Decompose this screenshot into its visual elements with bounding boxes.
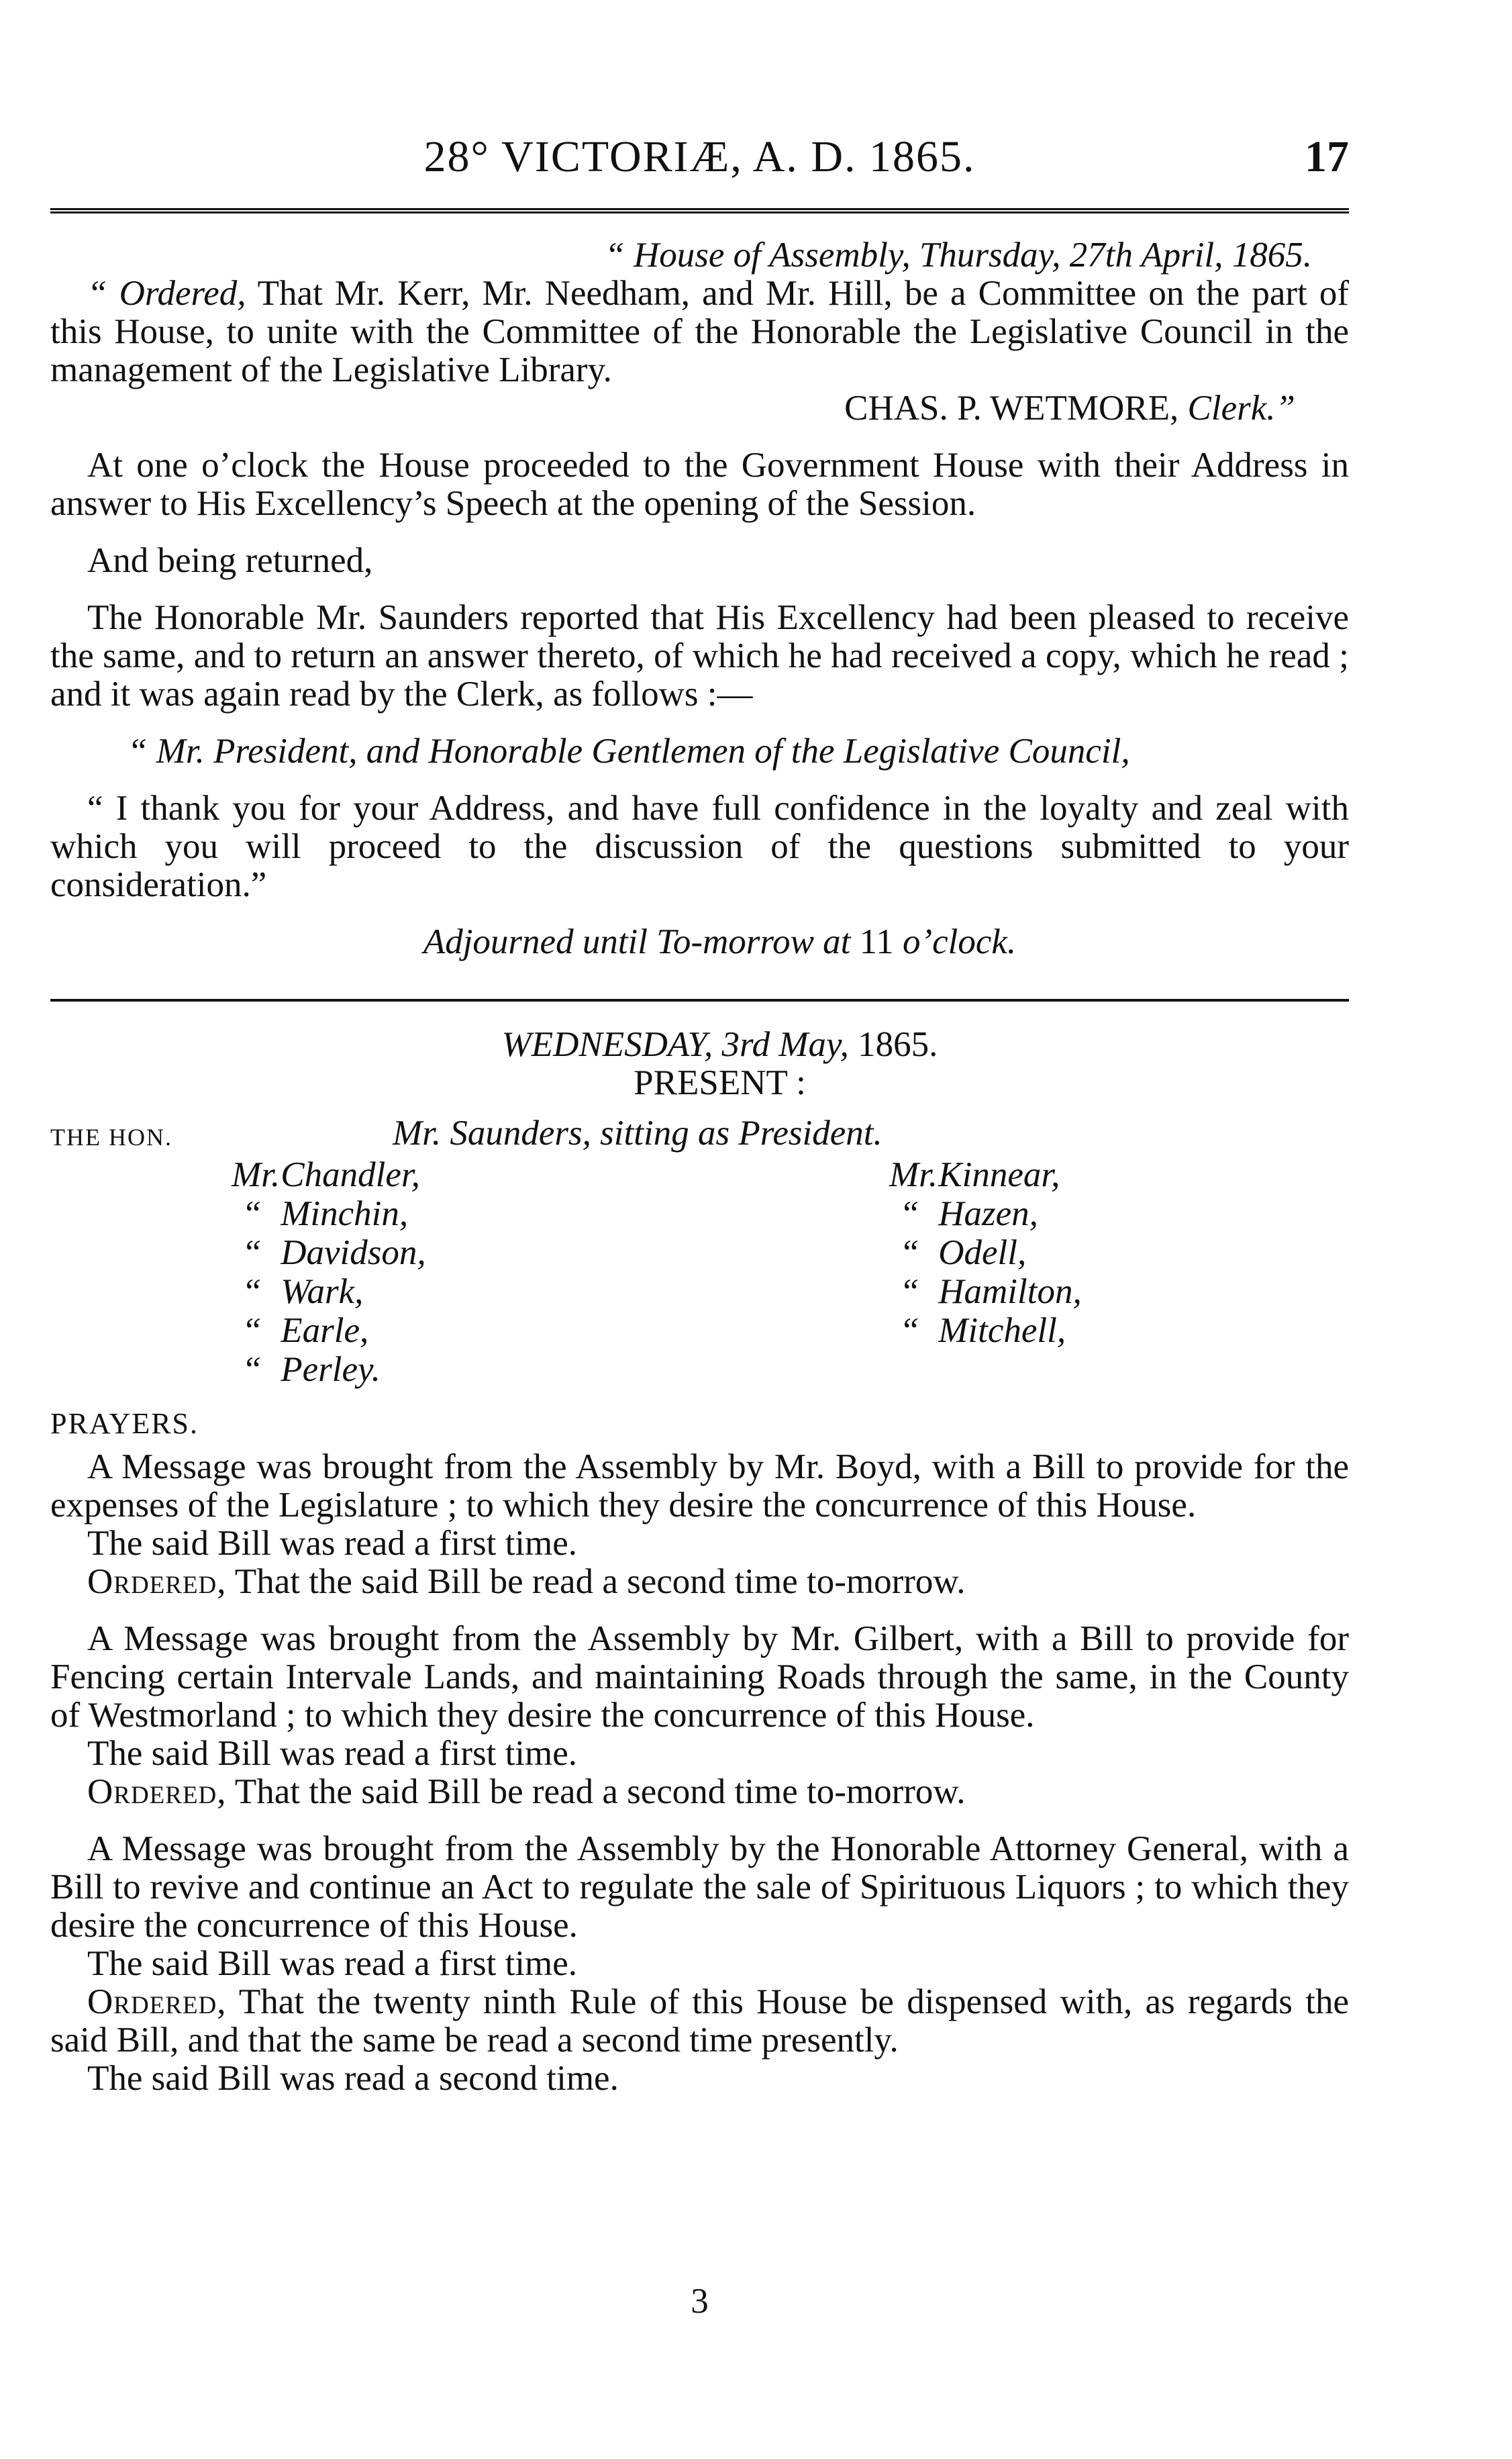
- members-present: [50, 1156, 1349, 1398]
- member-entry: “ Perley.: [242, 1350, 381, 1389]
- page-number: 17: [1305, 132, 1349, 181]
- clerk-signature: [50, 389, 1349, 428]
- first-reading: The said Bill was read a first time.: [87, 1734, 578, 1773]
- header-double-rule: [50, 208, 1349, 213]
- member-entry: “ Minchin,: [242, 1194, 409, 1233]
- members-column-right: [889, 1156, 1082, 1351]
- header-title: 28° VICTORIÆ, A. D. 1865.: [423, 132, 976, 181]
- message-boyd: A Message was brought from the Assembly by Mr. Boyd, with a Bill to provide for the expenses of the Legislature ; to which they desire the concurrence of this House.: [50, 1447, 1349, 1525]
- reading-order: Ordered, That the twenty ninth Rule of this House be dispensed with, as regards the said Bill, and that the same be read a second time presently.: [50, 1982, 1349, 2060]
- prayers-heading: PRAYERS.: [50, 1407, 199, 1440]
- ordered-label: Ordered,: [87, 1772, 227, 1811]
- first-reading: The said Bill was read a first time.: [87, 1944, 578, 1983]
- running-header: [50, 132, 1349, 191]
- member-entry: “ Mitchell,: [899, 1311, 1066, 1350]
- ordered-label: “ Ordered,: [87, 274, 246, 313]
- first-reading: The said Bill was read a first time.: [87, 1524, 578, 1563]
- section-divider-rule: [50, 999, 1349, 1002]
- second-reading: The said Bill was read a second time.: [87, 2059, 619, 2098]
- paragraph-returned: And being returned,: [87, 541, 373, 580]
- page-content: [50, 236, 1349, 2098]
- document-page: [50, 0, 1349, 2459]
- presiding-member: Mr. Saunders, sitting as President.: [393, 1114, 883, 1153]
- message-dateline: “ House of Assembly, Thursday, 27th April, 1865.: [605, 236, 1312, 275]
- member-entry: “ Wark,: [242, 1272, 364, 1311]
- reading-order: Ordered, That the said Bill be read a second time to-morrow.: [87, 1562, 966, 1601]
- member-entry: “ Hamilton,: [899, 1272, 1082, 1311]
- sheet-signature-number: 3: [691, 2282, 709, 2321]
- members-column-left: [232, 1156, 426, 1390]
- message-gilbert: A Message was brought from the Assembly by Mr. Gilbert, with a Bill to provide for Fencing certain Intervale Lands, and maintaining Roads through the same, in the County of Westmorland ; to which they desire the concurrence of this House.: [50, 1619, 1349, 1735]
- member-entry: “ Earle,: [242, 1311, 369, 1350]
- ordered-label: Ordered,: [87, 1982, 227, 2021]
- presiding-row: [50, 1114, 1349, 1156]
- clerk-title: Clerk.”: [1187, 389, 1295, 428]
- address-salutation: “ Mr. President, and Honorable Gentlemen of the Legislative Council,: [128, 732, 1130, 771]
- hon-label: THE HON.: [50, 1124, 172, 1151]
- adjournment-line: Adjourned until To-morrow at 11 o’clock.: [423, 922, 1017, 961]
- member-entry: “ Davidson,: [242, 1233, 426, 1272]
- ordered-label: Ordered,: [87, 1562, 227, 1601]
- message-attorney-general: A Message was brought from the Assembly by the Honorable Attorney General, with a Bill to revive and continue an Act to regulate the sale of Spirituous Liquors ; to which they desire the concurrence of this House.: [50, 1829, 1349, 1945]
- address-body: “ I thank you for your Address, and have full confidence in the loyalty and zeal with which you will proceed to the discussion of the questions submitted to your consideration.”: [50, 789, 1349, 904]
- clerk-name: CHAS. P. WETMORE,: [844, 389, 1188, 428]
- member-entry: Mr. Chandler,: [232, 1155, 420, 1194]
- paragraph-address-delivered: At one o’clock the House proceeded to the Government House with their Address in answer to His Excellency’s Speech at the opening of the Session.: [50, 446, 1349, 523]
- reading-order: Ordered, That the said Bill be read a second time to-morrow.: [87, 1772, 966, 1811]
- member-entry: “ Hazen,: [899, 1194, 1038, 1233]
- committee-order: [50, 275, 1349, 389]
- present-heading: PRESENT :: [634, 1063, 806, 1102]
- committee-order-text: That Mr. Kerr, Mr. Needham, and Mr. Hill, be a Committee on the part of this House, to unite with the Committee of the Honorable the Legislative Council in the management of the Legislative Library.: [50, 274, 1349, 389]
- member-entry: Mr. Kinnear,: [889, 1155, 1060, 1194]
- paragraph-reported: The Honorable Mr. Saunders reported that His Excellency had been pleased to receive the same, and to return an answer thereto, of which he had received a copy, which he read ; and it was again read by the Clerk, as follows :—: [50, 598, 1349, 714]
- member-entry: “ Odell,: [899, 1233, 1027, 1272]
- session-date: WEDNESDAY, 3rd May, 1865.: [501, 1025, 938, 1064]
